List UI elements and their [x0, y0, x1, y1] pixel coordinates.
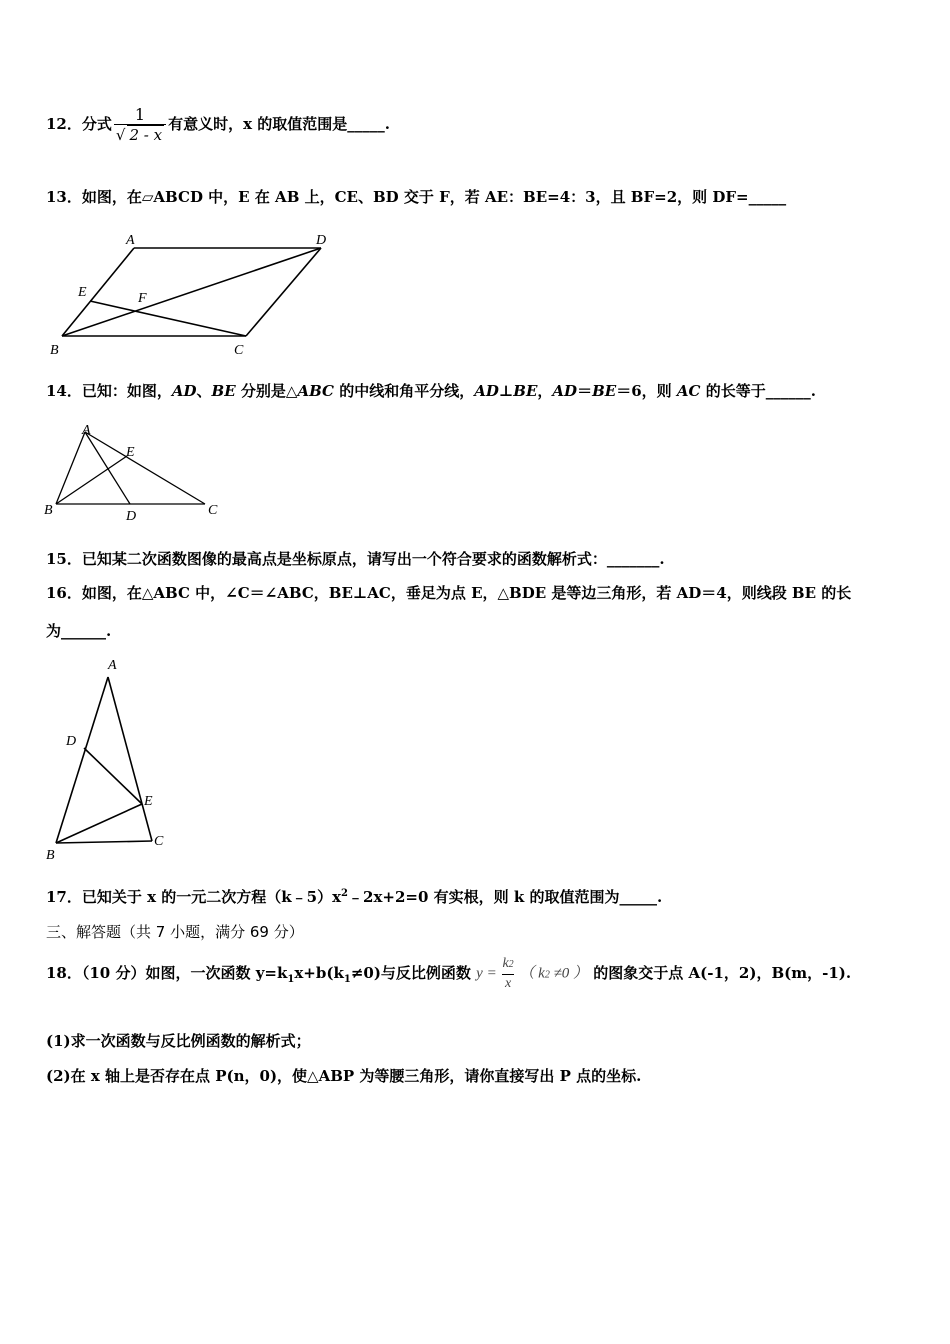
- question-12: [46, 106, 390, 144]
- q14-label-a: A: [82, 423, 91, 438]
- question-14: 14．已知：如图，AD、BE 分别是△ABC 的中线和角平分线，AD⊥BE，AD＝BE＝6，则 AC 的长等于______.: [46, 382, 816, 400]
- q12-prefix: 分式: [81, 115, 112, 133]
- question-18-part-1: (1)求一次函数与反比例函数的解析式；: [46, 1032, 311, 1050]
- q13-label-e: E: [78, 285, 87, 300]
- question-13: 13．如图，在▱ABCD 中，E 在 AB 上，CE、BD 交于 F，若 AE：BE=4：3，且 BF=2，则 DF=_____: [46, 188, 787, 206]
- question-18-part-2: (2)在 x 轴上是否存在点 P(n，0)，使△ABP 为等腰三角形，请你直接写出 P 点的坐标.: [46, 1067, 642, 1085]
- q13-label-f: F: [138, 291, 147, 306]
- q12-frac-num: 1: [134, 105, 146, 124]
- q13-label-c: C: [234, 343, 244, 358]
- q14-label-b: B: [44, 503, 53, 518]
- q12-fraction: [114, 106, 166, 144]
- q16-label-c: C: [154, 834, 164, 849]
- q16-label-a: A: [108, 658, 117, 673]
- q14-figure: [40, 422, 225, 522]
- question-18: 18．（10 分）如图，一次函数 $y=k_1x+b(k_1\ne 0)$与反比例函数 y = $\frac{k2}{x}$ （ k2 ≠0 ） 的图象交于点 A(-1，2)，B(m，-1).: [46, 956, 852, 991]
- q16-label-d: D: [66, 734, 77, 749]
- q18-inverse-function: y = $\frac{k2}{x}$ （ k2 ≠0 ）: [476, 956, 589, 991]
- q12-number: 12．: [46, 115, 82, 133]
- q14-label-d: D: [126, 509, 137, 522]
- question-17: 17．已知关于 x 的一元二次方程$(k﹣5)x^2﹣2x+2=0$ 有实根，则 k 的取值范围为_____.: [46, 888, 663, 906]
- section-3-heading: 三、解答题（共 7 小题，满分 69 分）: [46, 923, 304, 941]
- q16-label-e: E: [144, 794, 153, 809]
- q12-suffix: 有意义时，x 的取值范围是_____.: [168, 115, 390, 133]
- q13-label-a: A: [126, 233, 135, 248]
- q13-label-b: B: [50, 343, 59, 358]
- q16-figure: [42, 655, 172, 865]
- q14-label-c: C: [208, 503, 218, 518]
- q14-label-e: E: [126, 445, 135, 460]
- question-15: 15．已知某二次函数图像的最高点是坐标原点，请写出一个符合要求的函数解析式：_______.: [46, 550, 665, 568]
- q13-label-d: D: [316, 233, 327, 248]
- q16-label-b: B: [46, 848, 55, 863]
- question-16-line-1: 16．如图，在△ABC 中，∠C＝∠ABC，BE⊥AC，垂足为点 E，△BDE 是等边三角形，若 AD＝4，则线段 BE 的长: [46, 584, 852, 602]
- q13-figure: [46, 228, 336, 358]
- q12-frac-den: √ 2 - x: [114, 124, 166, 144]
- question-16-line-2: 为______.: [46, 622, 112, 640]
